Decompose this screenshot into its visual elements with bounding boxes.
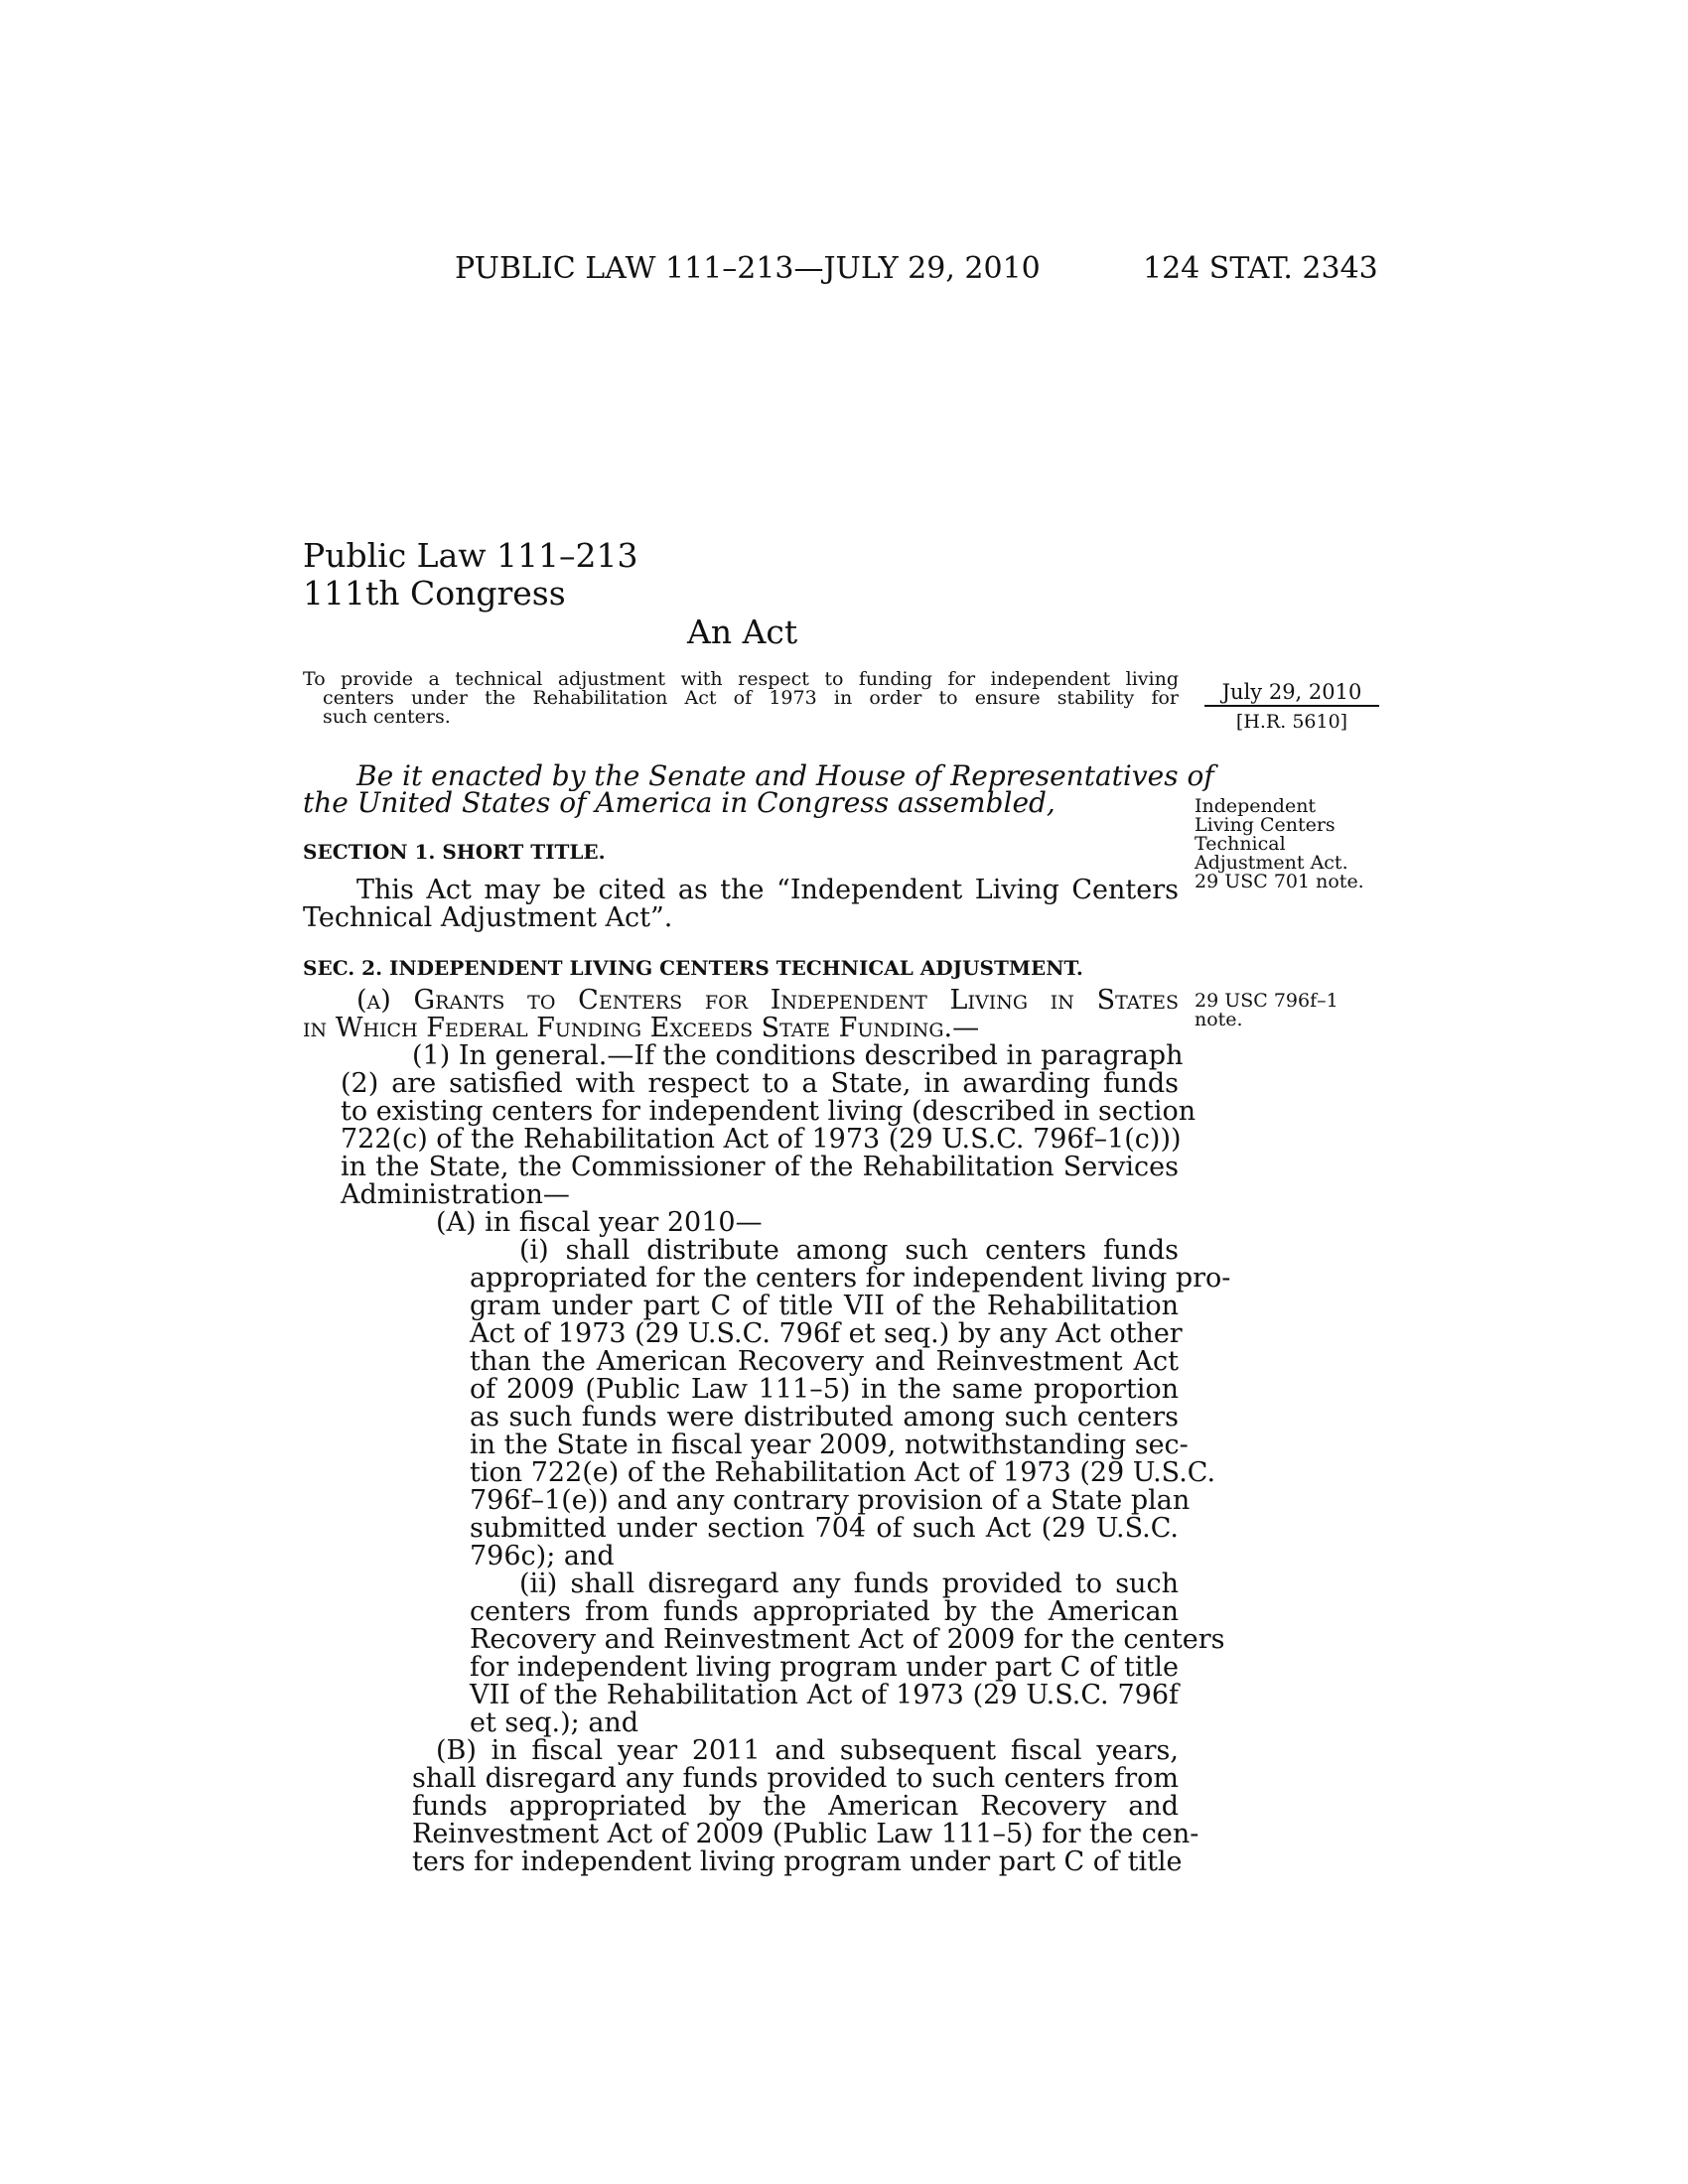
margin-rule [1204,705,1379,707]
bill-number: [H.R. 5610] [1235,711,1348,733]
para1-line: in the State, the Commissioner of the Rehabilitation Services [341,1152,1179,1182]
section-1-line: Technical Adjustment Act”. [303,902,673,933]
margin-note-line: Adjustment Act. [1195,852,1348,874]
clause-i-line: of 2009 (Public Law 111–5) in the same proportion [470,1374,1179,1405]
margin-note-line: 29 USC 796f–1 [1195,990,1338,1012]
section-1-heading: SECTION 1. SHORT TITLE. [303,840,606,864]
clause-i-line: gram under part C of title VII of the Rehabilitation [470,1291,1179,1321]
para1-line: 722(c) of the Rehabilitation Act of 1973 (29 U.S.C. 796f–1(c))) [341,1124,1182,1155]
purpose-line: To provide a technical adjustment with respect to funding for independent living [303,668,1179,690]
subsection-a-line: (a) Grants to Centers for Independent Living in States [356,985,1179,1016]
clause-i-line: Act of 1973 (29 U.S.C. 796f et seq.) by any Act other [470,1318,1183,1349]
running-header-page: 124 STAT. 2343 [1143,251,1378,286]
para1-line: to existing centers for independent living (described in section [341,1096,1196,1127]
clause-ii-line: centers from funds appropriated by the American [470,1596,1179,1627]
act-heading: An Act [687,613,798,651]
para1-line: Administration— [341,1179,570,1210]
margin-note-short-title [1195,797,1364,891]
para1-line: (1) In general.—If the conditions described in paragraph [412,1040,1184,1071]
section-1-line: This Act may be cited as the “Independent Living Centers [356,875,1179,905]
subparagraph-b-line: shall disregard any funds provided to such centers from [412,1763,1179,1794]
enactment-date: July 29, 2010 [1221,680,1362,704]
margin-note-line: Technical [1195,833,1286,855]
clause-i-line: (i) shall distribute among such centers funds [519,1235,1179,1266]
subparagraph-b-line: (B) in fiscal year 2011 and subsequent fiscal years, [436,1735,1179,1766]
subparagraph-b-line: funds appropriated by the American Recovery and [412,1791,1179,1822]
clause-ii-line: Recovery and Reinvestment Act of 2009 for the centers [470,1624,1225,1655]
clause-i-line: appropriated for the centers for independent living pro- [470,1263,1231,1294]
subparagraph-b-line: ters for independent living program under part C of title [412,1846,1183,1877]
margin-note-sec2 [1195,992,1338,1029]
clause-i-line: in the State in fiscal year 2009, notwithstanding sec- [470,1430,1189,1460]
purpose-statement [303,670,1179,727]
clause-i-line: tion 722(e) of the Rehabilitation Act of 1973 (29 U.S.C. [470,1457,1216,1488]
clause-i-line: submitted under section 704 of such Act (29 U.S.C. [470,1513,1179,1544]
enacting-clause [303,759,1214,819]
subparagraph-b-line: Reinvestment Act of 2009 (Public Law 111–5) for the cen- [412,1819,1199,1849]
margin-note-line: note. [1195,1009,1243,1030]
subparagraph-a: (A) in fiscal year 2010— [436,1207,763,1238]
purpose-line: centers under the Rehabilitation Act of 1973 in order to ensure stability for [323,687,1179,709]
subsection-a-line: in Which Federal Funding Exceeds State Funding.— [303,1013,980,1043]
enacting-line: Be it enacted by the Senate and House of Representatives of [356,759,1214,792]
margin-note-line: Independent [1195,795,1317,817]
margin-note-line: 29 USC 701 note. [1195,871,1364,892]
clause-ii-line: et seq.); and [470,1707,639,1738]
clause-i-line: as such funds were distributed among such centers [470,1402,1179,1433]
section-1-text [303,877,1179,932]
section-2-heading: SEC. 2. INDEPENDENT LIVING CENTERS TECHNICAL ADJUSTMENT. [303,956,1083,980]
enacting-line: the United States of America in Congress assembled, [303,786,1055,819]
clause-ii-line: for independent living program under part C of title [470,1652,1179,1683]
margin-note-line: Living Centers [1195,814,1336,836]
clause-ii-line: VII of the Rehabilitation Act of 1973 (29 U.S.C. 796f [470,1680,1179,1710]
para1-line: (2) are satisfied with respect to a State, in awarding funds [341,1068,1179,1099]
clause-ii-line: (ii) shall disregard any funds provided to such [519,1569,1179,1599]
clause-i-line: than the American Recovery and Reinvestment Act [470,1346,1179,1377]
running-header-left: PUBLIC LAW 111–213—JULY 29, 2010 [455,251,1041,286]
congress-label: 111th Congress [303,574,566,613]
clause-i-line: 796f–1(e)) and any contrary provision of a State plan [470,1485,1191,1516]
purpose-line: such centers. [323,706,451,728]
law-number: Public Law 111–213 [303,536,638,575]
clause-i-line: 796c); and [470,1541,615,1571]
